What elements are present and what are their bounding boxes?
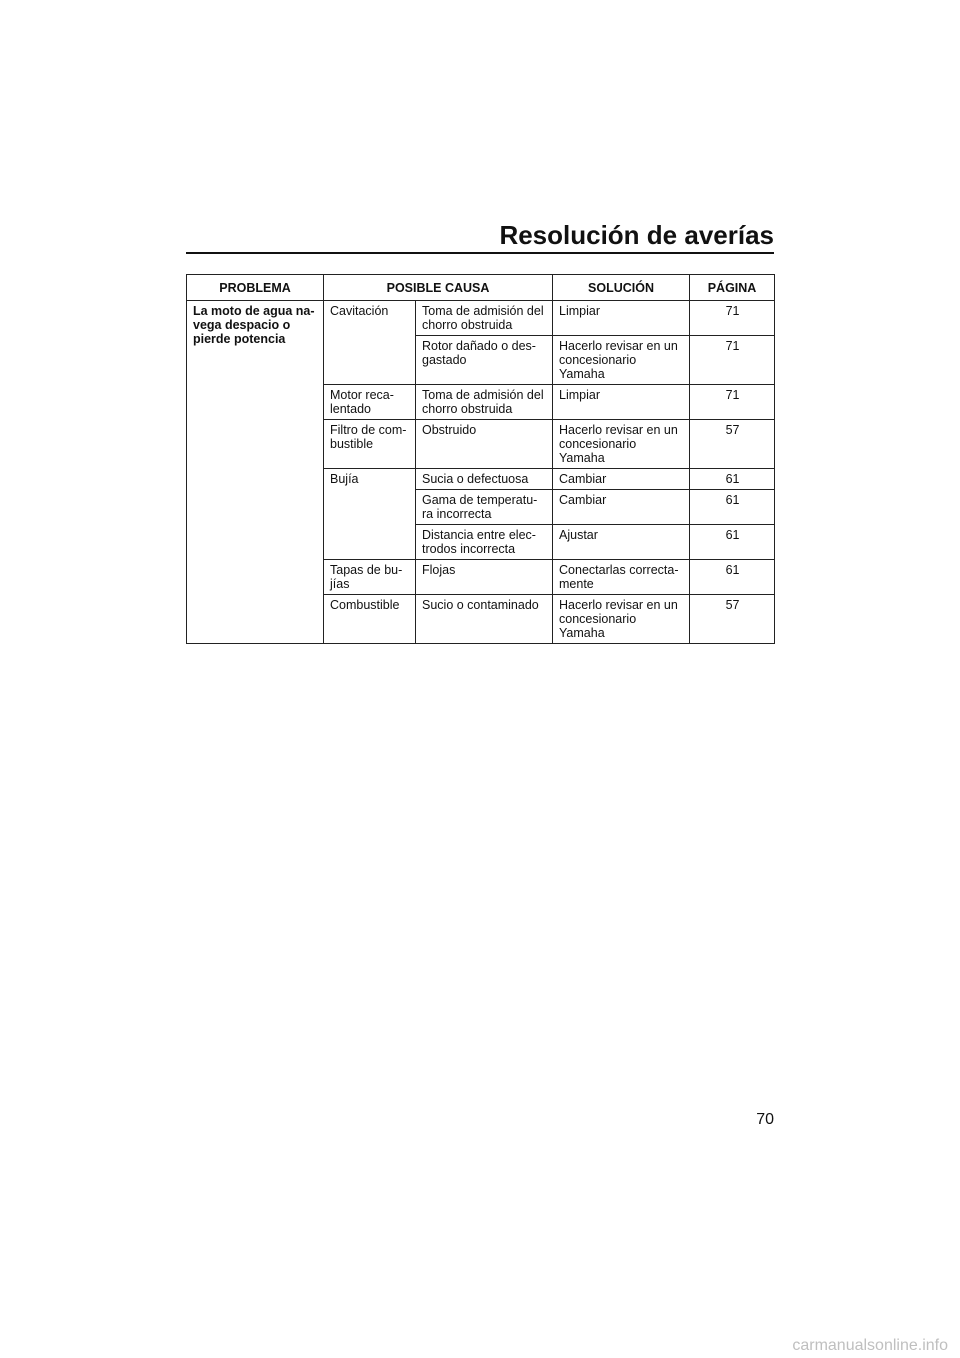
cause-cell: Tapas de bu- jías — [324, 560, 416, 595]
solution-cell: Ajustar — [553, 525, 690, 560]
cause-cell: Bujía — [324, 469, 416, 560]
solution-cell: Limpiar — [553, 385, 690, 420]
solution-cell: Cambiar — [553, 490, 690, 525]
cause-cell: Combustible — [324, 595, 416, 644]
page-cell: 71 — [690, 385, 775, 420]
page-cell: 71 — [690, 301, 775, 336]
page-cell: 61 — [690, 560, 775, 595]
page-cell: 61 — [690, 490, 775, 525]
cause-detail-cell: Obstruido — [416, 420, 553, 469]
header-page: PÁGINA — [690, 275, 775, 301]
solution-cell: Limpiar — [553, 301, 690, 336]
solution-cell: Cambiar — [553, 469, 690, 490]
cause-detail-cell: Toma de admisión del chorro obstruida — [416, 301, 553, 336]
title-rule — [186, 252, 774, 254]
page-cell: 57 — [690, 595, 775, 644]
page-number: 70 — [756, 1111, 774, 1128]
cause-detail-cell: Rotor dañado o des- gastado — [416, 336, 553, 385]
solution-cell: Conectarlas correcta- mente — [553, 560, 690, 595]
cause-detail-cell: Toma de admisión del chorro obstruida — [416, 385, 553, 420]
header-cause: POSIBLE CAUSA — [324, 275, 553, 301]
problem-cell: La moto de agua na- vega despacio o pierde potencia — [187, 301, 324, 644]
header-solution: SOLUCIÓN — [553, 275, 690, 301]
cause-cell: Motor reca- lentado — [324, 385, 416, 420]
table-header-row — [187, 275, 775, 301]
cause-cell: Cavitación — [324, 301, 416, 385]
page-cell: 61 — [690, 525, 775, 560]
page-cell: 61 — [690, 469, 775, 490]
header-problem: PROBLEMA — [187, 275, 324, 301]
solution-cell: Hacerlo revisar en un concesionario Yamaha — [553, 336, 690, 385]
table-row — [187, 301, 775, 336]
cause-detail-cell: Distancia entre elec- trodos incorrecta — [416, 525, 553, 560]
cause-detail-cell: Sucia o defectuosa — [416, 469, 553, 490]
solution-cell: Hacerlo revisar en un concesionario Yamaha — [553, 595, 690, 644]
page-title: Resolución de averías — [499, 220, 774, 250]
cause-detail-cell: Sucio o contaminado — [416, 595, 553, 644]
footer-watermark: carmanualsonline.info — [792, 1337, 948, 1354]
cause-cell: Filtro de com- bustible — [324, 420, 416, 469]
troubleshooting-table — [186, 274, 775, 644]
solution-cell: Hacerlo revisar en un concesionario Yamaha — [553, 420, 690, 469]
cause-detail-cell: Flojas — [416, 560, 553, 595]
page-cell: 57 — [690, 420, 775, 469]
cause-detail-cell: Gama de temperatu- ra incorrecta — [416, 490, 553, 525]
page-cell: 71 — [690, 336, 775, 385]
